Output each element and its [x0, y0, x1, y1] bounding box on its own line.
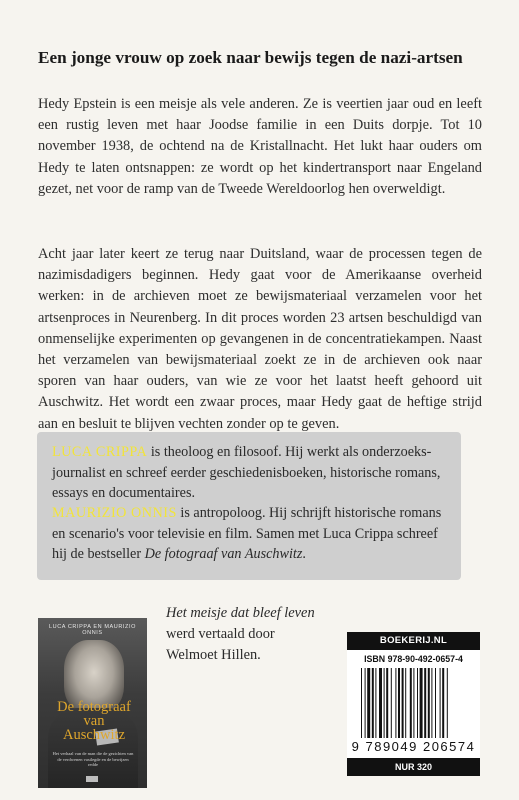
isbn-barcode-block: [347, 632, 480, 776]
barcode-icon: [361, 668, 473, 738]
author-bio-luca-crippa: [52, 442, 450, 504]
previous-book-cover: [38, 618, 147, 788]
barcode-digits: 9 789049 206574: [351, 739, 476, 754]
publisher-website: BOEKERIJ.NL: [347, 632, 480, 650]
synopsis-paragraph-1: Hedy Epstein is een meisje als vele anderen. Ze is veertien jaar oud en leeft een rustig leven met haar Joodse familie in een Duits dorpje. Tot 10 november 1938, de ochtend na de Kristallnacht. Het lukt haar ouders om Hedy te laten ontsnappen: ze wordt op het kindertransport naar Engeland gezet, net voor de ramp van de Tweede Wereldoorlog hen overweldigt.: [38, 96, 482, 197]
author-bio-text-1: is theoloog en filosoof. Hij werkt als onderzoeksjournalist en schreef eerder geschiedenisboeken, historische romans, essays en documentaires.: [52, 444, 441, 502]
publisher-logo-icon: [86, 776, 98, 782]
author-bio-text-2a: is antropoloog. Hij schrijft historische romans en scenario's voor televisie en film. Samen met Luca Crippa schreef hij de bestseller: [52, 505, 442, 563]
translated-book-title: Het meisje dat bleef leven: [166, 605, 315, 621]
author-bio-maurizio-onnis: [52, 503, 450, 565]
cover-blurb: Het verhaal van de man die de gezichten van de verdwenen vastlegde en de bewijzen redde: [52, 751, 134, 767]
bestseller-title: De fotograaf van Auschwitz: [144, 546, 303, 563]
author-name-maurizio-onnis: MAURIZIO ONNIS: [52, 505, 177, 521]
cover-title: De fotograaf van Auschwitz: [57, 699, 131, 743]
cover-authors: LUCA CRIPPA EN MAURIZIO ONNIS: [48, 624, 137, 636]
author-bio-text-2b: .: [302, 546, 306, 563]
isbn-number: ISBN 978-90-492-0657-4: [364, 654, 463, 664]
translator-name: Welmoet Hillen.: [166, 647, 261, 663]
translation-credit-line: werd vertaald door: [166, 626, 275, 642]
back-cover-headline: Een jonge vrouw op zoek naar bewijs tegen de nazi-artsen: [38, 48, 463, 67]
nur-code: NUR 320: [347, 758, 480, 776]
synopsis-paragraph-2: Acht jaar later keert ze terug naar Duitsland, waar de processen tegen de nazimisdadigers beginnen. Hedy gaat voor de Amerikaanse overheid werken: in de archieven moet ze bewijsmateriaal verzamelen voor het artsenproces in Neurenberg. In dit proces worden 23 artsen beschuldigd van onmenselijke experimenten op gevangenen in de concentratiekampen. Naast het verzamelen van bewijsmateriaal zoekt ze in de archieven ook naar sporen van haar ouders, van wie ze voor het laatst heeft gehoord uit Auschwitz. Het wordt een zwaar proces, maar Hedy gaat de heftige strijd aan en besluit te blijven vechten zonder op te geven.: [38, 246, 482, 432]
author-name-luca-crippa: LUCA CRIPPA: [52, 444, 148, 460]
